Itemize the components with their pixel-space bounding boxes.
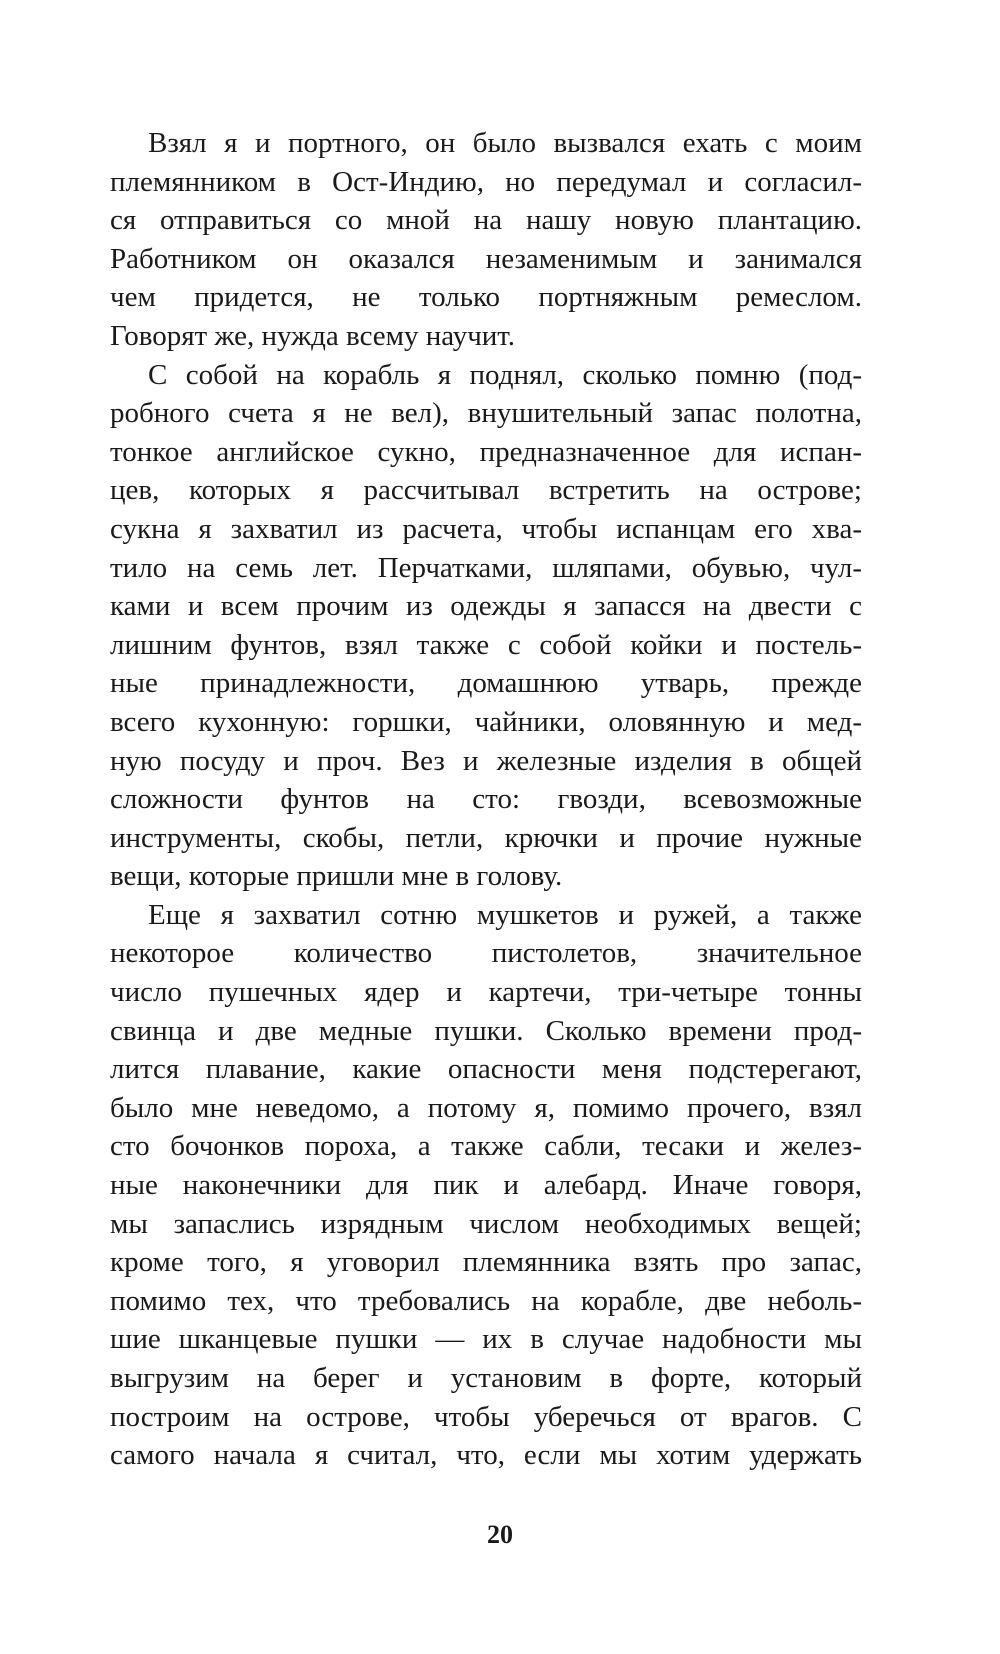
text-line: помимо тех, что требовались на корабле, две неболь-	[110, 1284, 862, 1317]
text-line: тонкое английское сукно, предназначенное для испан-	[110, 435, 862, 468]
text-line: племянником в Ост-Индию, но передумал и согласил-	[110, 165, 862, 198]
text-line: построим на острове, чтобы уберечься от врагов. С	[110, 1400, 862, 1433]
text-line: ся отправиться со мной на нашу новую плантацию.	[110, 204, 862, 237]
text-line: ную посуду и проч. Вез и железные изделия в общей	[110, 744, 862, 777]
text-line: цев, которых я рассчитывал встретить на острове;	[110, 474, 862, 507]
text-line: лится плавание, какие опасности меня подстерегают,	[110, 1053, 862, 1086]
text-line: самого начала я считал, что, если мы хотим удержать	[110, 1439, 862, 1472]
body-text	[110, 124, 862, 1475]
text-line: чем придется, не только портняжным ремеслом.	[110, 281, 862, 314]
paragraph	[110, 356, 862, 896]
text-line: Еще я захватил сотню мушкетов и ружей, а также	[148, 898, 862, 931]
text-line: лишним фунтов, взял также с собой койки и постель-	[110, 628, 862, 661]
text-line: Работником он оказался незаменимым и занимался	[110, 242, 862, 275]
text-line: сложности фунтов на сто: гвозди, всевозможные	[110, 783, 862, 816]
text-line: ные принадлежности, домашнюю утварь, прежде	[110, 667, 862, 700]
text-line: выгрузим на берег и установим в форте, который	[110, 1362, 862, 1394]
text-line: инструменты, скобы, петли, крючки и прочие нужные	[110, 821, 862, 854]
paragraph	[110, 896, 862, 1475]
text-line: всего кухонную: горшки, чайники, оловянную и мед-	[110, 705, 862, 738]
text-line: кроме того, я уговорил племянника взять про запас,	[110, 1246, 862, 1279]
text-line: сто бочонков пороха, а также сабли, тесаки и желез-	[110, 1130, 862, 1163]
text-line: было мне неведомо, а потому я, помимо прочего, взял	[110, 1091, 862, 1124]
text-line: ками и всем прочим из одежды я запасся на двести с	[110, 590, 862, 623]
text-line: робного счета я не вел), внушительный запас полотна,	[110, 397, 862, 430]
text-line: Говорят же, нужда всему научит.	[110, 319, 516, 352]
page-number: 20	[487, 1520, 513, 1549]
text-line: мы запаслись изрядным числом необходимых вещей;	[110, 1207, 862, 1240]
text-line: С собой на корабль я поднял, сколько помню (под-	[148, 358, 862, 391]
text-line: шие шканцевые пушки — их в случае надобности мы	[110, 1323, 862, 1356]
paragraph	[110, 124, 862, 356]
text-line: тило на семь лет. Перчатками, шляпами, обувью, чул-	[110, 551, 862, 584]
text-line: некоторое количество пистолетов, значительное	[110, 937, 862, 970]
text-line: сукна я захватил из расчета, чтобы испанцам его хва-	[110, 512, 862, 545]
text-line: свинца и две медные пушки. Сколько времени прод-	[110, 1014, 862, 1047]
text-line: число пушечных ядер и картечи, три-четыре тонны	[110, 976, 862, 1009]
text-line: вещи, которые пришли мне в голову.	[110, 860, 563, 893]
text-line: ные наконечники для пик и алебард. Иначе говоря,	[110, 1169, 862, 1202]
text-line: Взял я и портного, он было вызвался ехать с моим	[148, 127, 862, 159]
